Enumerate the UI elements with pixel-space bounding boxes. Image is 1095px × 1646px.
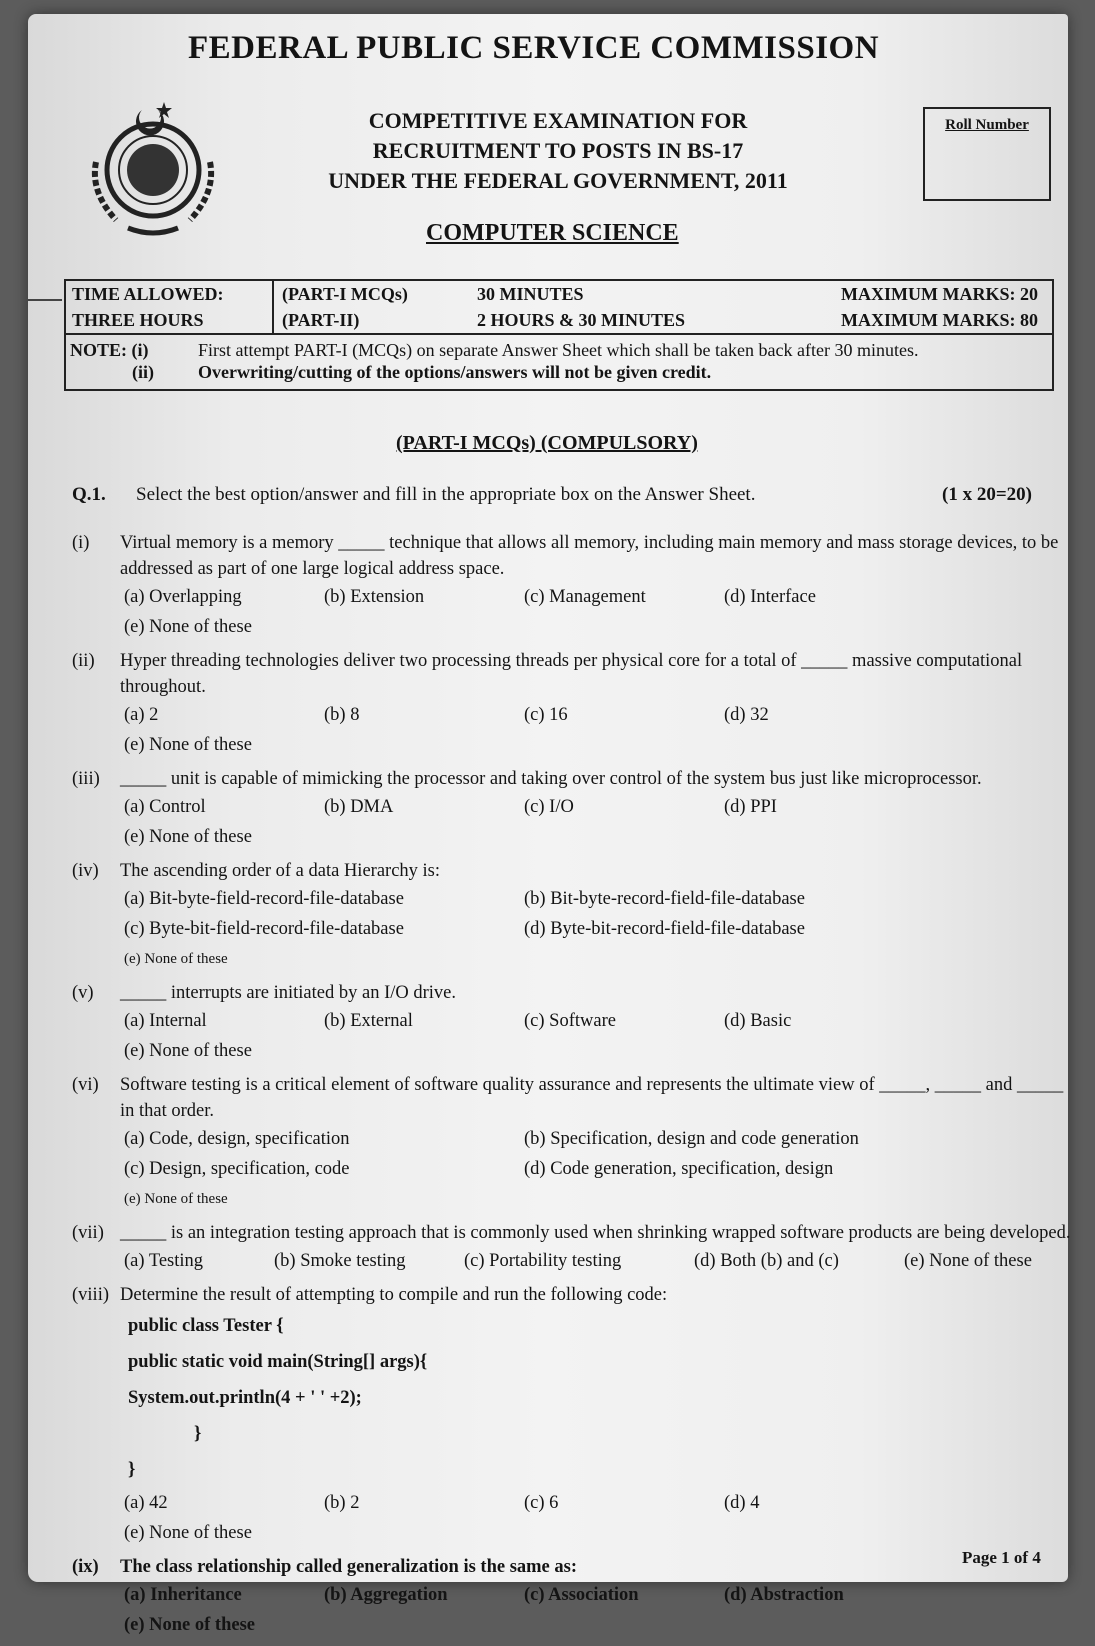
option-a: (a) Testing <box>124 1251 204 1271</box>
option-a: (a) Control <box>124 797 206 817</box>
max-marks: MAXIMUM MARKS: 80 <box>841 310 1038 330</box>
option-c: (c) Byte-bit-field-record-file-database <box>124 919 404 939</box>
option-d: (d) Interface <box>724 587 816 607</box>
option-d: (d) 32 <box>724 705 769 725</box>
note-i-text: First attempt PART-I (MCQs) on separate Answer Sheet which shall be taken back after 30 minutes. <box>198 340 919 360</box>
option-c: (c) I/O <box>524 797 574 817</box>
option-a: (a) 2 <box>124 705 159 725</box>
question-number: (vi) <box>72 1075 99 1095</box>
option-c: (c) 16 <box>524 705 568 725</box>
option-e: (e) None of these <box>124 827 252 847</box>
q1-instruction-text: Select the best option/answer and fill in the appropriate box on the Answer Sheet. <box>136 484 756 505</box>
question-text: The class relationship called generalization is the same as: <box>120 1557 577 1577</box>
question-text: _____ unit is capable of mimicking the processor and taking over control of the system bus just like microprocessor. <box>120 769 982 789</box>
option-d: (d) Both (b) and (c) <box>694 1251 839 1271</box>
option-b: (b) Extension <box>324 587 425 607</box>
roll-number-box[interactable] <box>923 107 1051 201</box>
time-allowed-table <box>64 279 1054 391</box>
subject-title: COMPUTER SCIENCE <box>426 220 679 246</box>
question-number: (iv) <box>72 861 99 881</box>
question-item <box>72 1220 1072 1276</box>
exam-title-line: RECRUITMENT TO POSTS IN BS-17 <box>372 138 744 163</box>
part-heading: (PART-I MCQs) (COMPULSORY) <box>396 432 698 454</box>
option-c: (c) Association <box>524 1585 639 1605</box>
question-number: (iii) <box>72 769 100 789</box>
question-text: Software testing is a critical element of software quality assurance and represents the ultimate view of _____, _____ and _____ in that order. <box>120 1075 1064 1121</box>
question-item <box>72 980 1072 1066</box>
option-d: (d) Abstraction <box>724 1585 844 1605</box>
code-line: System.out.println(4 + ' ' +2); <box>128 1388 362 1408</box>
question-text: Virtual memory is a memory _____ technique that allows all memory, including main memory and mass storage devices, to be addressed as part of one large logical address space. <box>120 533 1059 579</box>
note-box <box>66 333 1052 389</box>
code-snippet <box>72 1308 1072 1488</box>
question-text: _____ is an integration testing approach that is commonly used when shrinking wrapped software products are being developed. <box>120 1223 1071 1243</box>
option-e: (e) None of these <box>124 1615 255 1635</box>
code-line: public class Tester { <box>128 1316 284 1336</box>
fpsc-emblem-icon <box>78 92 228 242</box>
option-a: (a) Bit-byte-field-record-file-database <box>124 889 404 909</box>
question-text: _____ interrupts are initiated by an I/O drive. <box>120 983 456 1003</box>
option-b: (b) Aggregation <box>324 1585 448 1605</box>
code-line: } <box>128 1460 136 1480</box>
q1-marks: (1 x 20=20) <box>942 484 1032 505</box>
question-number: (ii) <box>72 651 95 671</box>
option-a: (a) 42 <box>124 1493 168 1513</box>
option-c: (c) Management <box>524 587 646 607</box>
page-number: Page 1 of 4 <box>962 1548 1041 1567</box>
question-text: Determine the result of attempting to compile and run the following code: <box>120 1285 668 1305</box>
option-a: (a) Overlapping <box>124 587 242 607</box>
question-item <box>72 1554 1072 1640</box>
option-e: (e) None of these <box>124 617 252 637</box>
option-b: (b) 8 <box>324 705 360 725</box>
option-b: (b) Smoke testing <box>274 1251 406 1271</box>
time-row <box>66 307 1052 333</box>
duration: 30 MINUTES <box>477 284 584 304</box>
option-e: (e) None of these <box>124 735 252 755</box>
time-label: TIME ALLOWED: <box>66 281 274 307</box>
option-e: (e) None of these <box>124 1041 252 1061</box>
option-b: (b) Bit-byte-record-field-file-database <box>524 889 805 909</box>
q1-instruction <box>72 484 1032 506</box>
option-b: (b) DMA <box>324 797 394 817</box>
option-c: (c) Software <box>524 1011 616 1031</box>
option-b: (b) 2 <box>324 1493 360 1513</box>
question-text: Hyper threading technologies deliver two processing threads per physical core for a total of _____ massive computational throughout. <box>120 651 1023 697</box>
option-d: (d) Basic <box>724 1011 792 1031</box>
time-label: THREE HOURS <box>66 307 274 333</box>
exam-paper <box>28 14 1071 1635</box>
code-line: } <box>194 1424 202 1444</box>
exam-title-line: UNDER THE FEDERAL GOVERNMENT, 2011 <box>328 168 788 193</box>
option-d: (d) Byte-bit-record-field-file-database <box>524 919 805 939</box>
note-ii-text: Overwriting/cutting of the options/answers will not be given credit. <box>198 362 712 382</box>
option-d: (d) Code generation, specification, design <box>524 1159 834 1179</box>
option-a: (a) Internal <box>124 1011 207 1031</box>
time-row <box>66 281 1052 307</box>
option-c: (c) Design, specification, code <box>124 1159 350 1179</box>
question-item <box>72 766 1072 852</box>
option-a: (a) Inheritance <box>124 1585 242 1605</box>
option-e: (e) None of these <box>124 1191 228 1207</box>
margin-mark <box>28 299 62 301</box>
question-number: (i) <box>72 533 90 553</box>
roll-number-label: Roll Number <box>945 117 1029 133</box>
max-marks: MAXIMUM MARKS: 20 <box>841 284 1038 304</box>
question-item <box>72 1282 1072 1548</box>
option-e: (e) None of these <box>124 951 228 967</box>
exam-title <box>278 106 838 196</box>
option-c: (c) 6 <box>524 1493 559 1513</box>
part-label: (PART-II) <box>282 310 360 330</box>
question-list <box>72 530 1072 1646</box>
option-e: (e) None of these <box>124 1523 252 1543</box>
option-d: (d) PPI <box>724 797 777 817</box>
option-a: (a) Code, design, specification <box>124 1129 350 1149</box>
option-c: (c) Portability testing <box>464 1251 622 1271</box>
exam-title-line: COMPETITIVE EXAMINATION FOR <box>368 108 748 133</box>
commission-title: FEDERAL PUBLIC SERVICE COMMISSION <box>188 30 880 66</box>
duration: 2 HOURS & 30 MINUTES <box>477 310 686 330</box>
question-item <box>72 530 1072 642</box>
part-label: (PART-I MCQs) <box>282 284 408 304</box>
question-number: (v) <box>72 983 94 1003</box>
q1-number: Q.1. <box>72 484 106 505</box>
option-d: (d) 4 <box>724 1493 760 1513</box>
note-label: NOTE: (i) <box>70 340 149 360</box>
question-number: (ix) <box>72 1557 99 1577</box>
question-number: (vii) <box>72 1223 104 1243</box>
question-text: The ascending order of a data Hierarchy is: <box>120 861 441 881</box>
question-item <box>72 1072 1072 1214</box>
note-ii-label: (ii) <box>132 362 154 382</box>
question-item <box>72 648 1072 760</box>
option-e: (e) None of these <box>904 1251 1032 1271</box>
option-b: (b) External <box>324 1011 413 1031</box>
question-item <box>72 858 1072 974</box>
option-b: (b) Specification, design and code generation <box>524 1129 859 1149</box>
question-number: (viii) <box>72 1285 109 1305</box>
code-line: public static void main(String[] args){ <box>128 1352 428 1372</box>
